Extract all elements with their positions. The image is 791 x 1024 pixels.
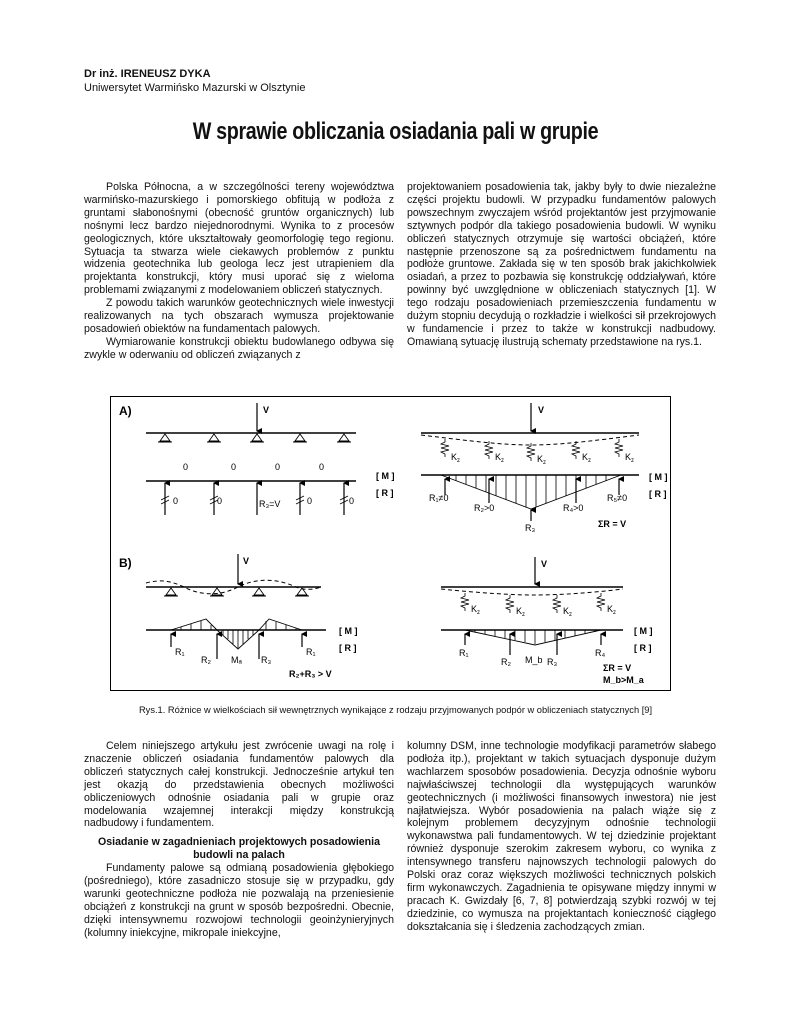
paragraph: Polska Północna, a w szczególności tereny województwa warmińsko-mazurskiego i pomorskiego obfitują w podłoża z gruntami słabonośnymi (obecność gruntów organicznych) lub nośnymi lecz bardzo niejednorodnymi. Wynika to z procesów geologicznych, które ukształtowały geomorfologię tego regionu. Sytuacja ta stwarza wiele ciekawych problemów z punktu widzenia geotechnika lub geologa lecz jest utrapieniem dla projektanta konstrukcji, który musi uporać się z wieloma problemami związanymi z modelowaniem obliczeń statycznych. (84, 181, 394, 297)
intro-left-column (84, 181, 394, 362)
reaction-r3: R₃ (525, 523, 536, 533)
reaction-r1: R₁ (175, 647, 185, 657)
reaction-label: [ R ] (649, 489, 667, 499)
load-v: V (243, 556, 250, 566)
reaction-r3: R₃=V (259, 499, 281, 509)
reaction-r2: R₂>0 (474, 503, 495, 513)
intro-right-column (407, 181, 716, 349)
reaction-zero: 0 (349, 496, 355, 506)
moment-mb: M_b (525, 655, 543, 665)
moment-label: [ M ] (634, 626, 653, 636)
reaction-zero: 0 (173, 496, 179, 506)
spring-kz: $K_z$ (471, 604, 481, 616)
reaction-zero: 0 (307, 496, 313, 506)
moment-comparison: M_b>M_a (603, 675, 644, 685)
reaction-r2: R₂ (501, 657, 511, 667)
spring-kz: $K_z$ (516, 606, 526, 618)
reaction-r3: R₃ (547, 657, 558, 667)
figure-1 (110, 396, 671, 691)
moment-zero: 0 (183, 462, 189, 472)
sum-equation: ΣR = V (598, 519, 627, 529)
body-right-column (407, 740, 716, 934)
reaction-r4: R₄ (595, 648, 606, 658)
spring-kz: $K_z$ (582, 452, 592, 464)
moment-zero: 0 (231, 462, 237, 472)
spring-kz: $K_z$ (607, 604, 617, 616)
reaction-r1: R₁ (306, 647, 316, 657)
figure-diagram (111, 397, 670, 690)
spring-kz: $K_z$ (537, 454, 547, 466)
spring-kz: $K_z$ (625, 452, 635, 464)
sum-equation: R₂+R₃ > V (289, 669, 332, 679)
paragraph: kolumny DSM, inne technologie modyfikacji parametrów słabego podłoża itp.), projektant w takich sytuacjach dysponuje dużym wachlarzem sposobów posadowienia. Decyzja odnośnie wyboru najwłaściwszej technologii dla występujących warunków geotechnicznych (i możliwości finansowych inwestora) nie jest najłatwiejsza. Wybór posadowienia na palach wiąże się z kolejnym problemem decyzyjnym odnośnie technologii wykonawstwa pali fundamentowych. W tej dziedzinie projektant również dysponuje szerokim zakresem wyboru, co wynika z intensywnego transferu najnowszych technologii palowych do Polski oraz coraz większych możliwości technicznych polskich firm wykonawczych. Zagadnienia te opisywane między innymi w pracach K. Gwizdały [6, 7, 8] potwierdzają szybki rozwój w tej dziedzinie, co wymusza na projektantach konieczność ciągłego dokształcania się i śledzenia zachodzących zmian. (407, 740, 716, 933)
spring-kz: $K_z$ (495, 452, 505, 464)
moment-label: [ M ] (649, 472, 668, 482)
paragraph: Z powodu takich warunków geotechnicznych wiele inwestycji realizowanych na tych obszarach wymusza projektowanie posadowień obiektów na fundamentach palowych. (84, 297, 394, 335)
moment-label: [ M ] (376, 471, 395, 481)
load-v: V (263, 405, 270, 415)
reaction-label: [ R ] (376, 488, 394, 498)
label-a: A) (119, 404, 132, 418)
reaction-zero: 0 (217, 496, 223, 506)
label-b: B) (119, 556, 132, 570)
paragraph: Fundamenty palowe są odmianą posadowienia głębokiego (pośredniego), które zasadniczo stosuje się w przypadku, gdy warunki geotechniczne podłoża nie pozwalają na przeniesienie obciążeń z konstrukcji na grunt w sposób bezpośredni. Obecnie, dzięki intensywnemu rozwojowi technologii geoinżynieryjnych (kolumny iniekcyjne, mikropale iniekcyjne, (84, 862, 394, 939)
author-name: Dr inż. IRENEUSZ DYKA (84, 68, 211, 80)
figure-caption: Rys.1. Różnice w wielkościach sił wewnętrznych wynikające z rodzaju przyjmowanych podpór w obliczeniach statycznych [9] (138, 705, 653, 715)
reaction-r1: R₁ (459, 648, 469, 658)
moment-zero: 0 (319, 462, 325, 472)
reaction-r1: R₁≠0 (429, 493, 449, 503)
section-heading: Osiadanie w zagadnieniach projektowych posadowienia budowli na palach (98, 836, 380, 862)
article-title: W sprawie obliczania osiadania pali w grupie (192, 118, 599, 145)
moment-label: [ M ] (339, 626, 358, 636)
load-v: V (541, 559, 548, 569)
spring-kz: $K_z$ (563, 606, 573, 618)
reaction-r5: R₅≠0 (607, 493, 628, 503)
reaction-label: [ R ] (634, 643, 652, 653)
reaction-r3: R₃ (261, 655, 272, 665)
body-left-column (84, 740, 394, 940)
spring-kz: $K_z$ (451, 452, 461, 464)
paragraph: Wymiarowanie konstrukcji obiektu budowlanego odbywa się zwykle w oderwaniu od obliczeń związanych z (84, 335, 394, 361)
author-affiliation: Uniwersytet Warmińsko Mazurski w Olsztynie (84, 82, 306, 94)
moment-ma: Mₐ (231, 655, 242, 665)
load-v: V (538, 405, 545, 415)
author-block (84, 67, 305, 95)
paragraph: Celem niniejszego artykułu jest zwrócenie uwagi na rolę i znaczenie obliczeń osiadania fundamentów palowych dla obliczeń statycznych całej konstrukcji. Jednocześnie artykuł ten jest okazją do przedstawienia obecnych możliwości obliczeniowych odnośnie osiadania pali w grupie oraz modelowania wzajemnej interakcji między konstrukcją nadbudowy i fundamentem. (84, 740, 394, 830)
reaction-r4: R₄>0 (563, 503, 584, 513)
moment-zero: 0 (275, 462, 281, 472)
reaction-label: [ R ] (339, 643, 357, 653)
reaction-r2: R₂ (201, 655, 211, 665)
sum-equation: ΣR = V (603, 663, 632, 673)
paragraph: projektowaniem posadowienia tak, jakby były to dwie niezależne części projektu budowli. W przypadku fundamentów palowych powszechnym zwyczajem wśród projektantów jest przyjmowanie sztywnych podpór dla takiego posadowienia budowli. W wyniku obliczeń statycznych otrzymuje się wartości obciążeń, które następnie przenoszone są za pośrednictwem fundamentu na podłoże gruntowe. Zakłada się w ten sposób brak jakichkolwiek osiadań, a przez to pozbawia się konstrukcję oddziaływań, które powinny być uwzględnione w obliczeniach statycznych [1]. W tego rodzaju posadowieniach przemieszczenia fundamentu w dużym stopniu decydują o rozkładzie i wielkości sił przekrojowych w fundamencie i przez to także w konstrukcji nadbudowy. Omawianą sytuację ilustrują schematy przedstawione na rys.1. (407, 181, 716, 348)
